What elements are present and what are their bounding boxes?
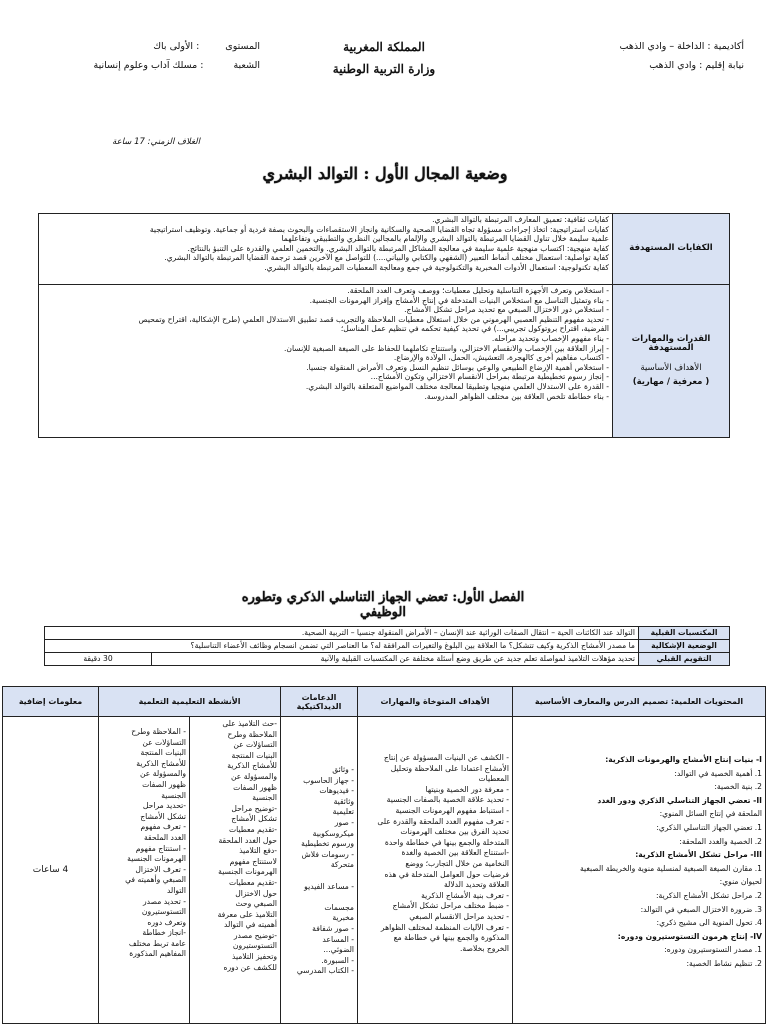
student-activity-line: - الملاحظة وطرح (131, 727, 186, 736)
support-line: ميكروسكوبية (312, 828, 354, 838)
support-line: ورسوم تخطيطية (301, 839, 354, 849)
support-line: - رسومات فلاش (301, 849, 354, 859)
academy-block (544, 40, 744, 72)
teacher-activity-line: لاستنتاج مفهوم (229, 856, 277, 866)
abilities-list (42, 286, 609, 401)
ability-line: - إبراز العلاقة بين الإخصاب والانقسام الاختزالي، واستنتاج تكاملهما للحفاظ على الصيغة الصبغية للإنسان. (284, 343, 609, 353)
ability-line: - إنجاز رسوم تخطيطية مرتبطة بمراحل الانقسام الاختزالي وتكون الأمشاج... (370, 372, 609, 382)
prereq-text: التوالد عند الكائنات الحية – انتقال الصفات الوراثية عند الإنسان – الأمراض المنقولة جنسيا – التربية الصحية. (45, 627, 639, 640)
support-line: مجسمات (324, 902, 354, 912)
prereq-row-2 (45, 640, 730, 653)
content-line: 4. تحول المنوية الى مشيج ذكري: (656, 918, 762, 928)
objective-line: المتدخلة والجمع بينها في خطاطة واحدة (384, 837, 509, 847)
lesson-plan-table (2, 686, 766, 1024)
student-activity-line: والمسؤولة عن (140, 769, 186, 779)
province-line: نيابة إقليم : وادي الذهب (649, 60, 744, 71)
content-line: III- مراحل تشكل الأمشاج الذكرية: (635, 850, 762, 860)
student-activity-line: - استنتاج مفهوم (135, 843, 186, 853)
prereq-row-3 (45, 653, 730, 666)
ability-line: - بناء مفهوم الإخصاب وتحديد مراحله. (491, 333, 609, 343)
academy-line: أكاديمية : الداخلة – وادي الذهب (619, 41, 744, 52)
support-line: الضوئي... (323, 945, 354, 955)
support-line: مخبرية (332, 913, 354, 923)
teacher-activity-line: الملاحظة وطرح (227, 729, 277, 739)
teacher-activity-line: وتحفيز التلاميذ (231, 952, 277, 962)
content-line: 2. بنية الخصية: (714, 782, 762, 792)
support-line: متحركة (330, 860, 354, 870)
level-row (60, 40, 260, 53)
objectives-cell (358, 717, 513, 1024)
support-line (284, 892, 354, 903)
teacher-activity-line: للأمشاج الذكرية (227, 761, 277, 771)
support-line: - صور شفافة (312, 923, 354, 933)
level-block (60, 40, 260, 72)
student-activity-line: الهرمونات الجنسية (127, 854, 186, 864)
ability-line: - استخلاص وتعرف الأجهزة التناسلية وتحليل معطيات؛ ووصف وتعرف الغدد الملحقة. (347, 286, 609, 295)
support-line (284, 871, 354, 882)
teacher-activity-line: للكشف عن دوره (223, 962, 277, 972)
prereq-label: المكتسبات القبلية (639, 627, 730, 640)
extra-cell (3, 717, 99, 1024)
competencies-label: الكفايات المستهدفة (613, 214, 730, 285)
abilities-label: القدرات والمهارات المستهدفة (631, 333, 711, 354)
ability-line: - استخلاص أهمية الإرضاع الطبيعي والوعي بوسائل تنظيم النسل وتعرف الأمراض المنقولة جنسيا. (306, 362, 609, 372)
teacher-activity-line: -دفع التلاميذ (239, 846, 277, 856)
problem-text: ما مصدر الأمشاج الذكرية وكيف تتشكل؟ ما العلاقة بين البلوغ والتغيرات المرافقة له؟ ما العناصر التي تضمن انسجام وظائف الأعضاء التناسلية؟ (45, 640, 639, 653)
objective-line: - ضبط مختلف مراحل تشكل الأمشاج (392, 901, 509, 911)
prereq-row-1 (45, 627, 730, 640)
objective-line: - معرفة دور الخصية وبنيتها (425, 784, 509, 794)
support-line: - جهاز الحاسوب (303, 775, 354, 785)
content-list (516, 753, 762, 971)
content-line: 1. مصدر التستوستيرون ودوره: (664, 945, 762, 955)
objective-line: الأمشاج اعتمادا على الملاحظة وتحليل (390, 763, 509, 773)
student-activity-line: البنيات المنتجة (140, 748, 186, 758)
student-activity-line: -تحديد مراحل (142, 801, 186, 811)
content-line: 3. ضرورة الاختزال الصبغي في التوالد: (640, 904, 762, 914)
teacher-activity-line: -تقديم معطيات (229, 824, 277, 834)
objectives-list (361, 753, 509, 954)
support-line: - مساعد الفيديو (304, 881, 354, 891)
header-activities: الأنشطة التعليمية التعلمية (99, 687, 281, 717)
objective-line: النخامية من خلال التجارب؛ ووضع (405, 858, 509, 868)
eval-label: التقويم القبلي (639, 653, 730, 666)
competency-line: كفاية تكنولوجية: استعمال الأدوات المخبرية والتكنولوجية في جمع ومعالجة المعطيات المرتبطة بالتوالد البشري. (264, 262, 609, 272)
abilities-cell (39, 285, 613, 438)
student-activity-line: الغدد الملحقة (143, 832, 186, 842)
header-supports: الدعامات الديداكتيكية (281, 687, 358, 717)
student-activity-line: عامة تربط مختلف (128, 938, 186, 948)
objective-line: -استنتاج العلاقة بين الخصية والغدة (401, 848, 509, 858)
objective-line: العلاقة وتحديد الدلالة (443, 880, 509, 890)
teacher-activity-line: أهميته في التوالد (224, 920, 277, 930)
objective-line: الخروج بخلاصة. (460, 943, 509, 953)
content-cell (513, 717, 766, 1024)
content-line: لحيوان منوي: (719, 877, 762, 887)
objective-line: - تحديد علاقة الخصية بالصفات الجنسية (386, 795, 509, 805)
teacher-activity-line: ظهور الصفات (233, 782, 277, 792)
teacher-activity-line: -تقديم معطيات (229, 877, 277, 887)
ability-line: - استخلاص دور الاختزال الصبغي مع تحديد مراحل تشكل الأمشاج. (404, 305, 609, 315)
support-line: تعليمية (332, 807, 354, 817)
teacher-activity-line: -توضيح مراحل (231, 803, 277, 813)
content-line: I- بنيات إنتاج الأمشاج والهرمونات الذكرية: (605, 755, 762, 764)
content-line: II- تعضي الجهاز التناسلي الذكري ودور الغدد (597, 795, 762, 805)
student-activity-line: وتعرف دوره (147, 917, 186, 927)
objective-line: - استنباط مفهوم الهرمونات الجنسية (395, 805, 509, 815)
objective-line: - تعرف بنية الأمشاج الذكرية (421, 890, 509, 900)
teacher-activity-line: التلاميذ على معرفة (217, 909, 277, 919)
content-line: IV- إنتاج هرمون التستوستيرون ودوره: (617, 931, 762, 941)
objective-line: - الكشف عن البنيات المسؤولة عن إنتاج (383, 753, 509, 762)
domain-title: وضعية المجال الأول : التوالد البشري (262, 164, 508, 183)
content-line: 2. الخصية والغدد الملحقة: (679, 836, 762, 846)
branch-value: : مسلك آداب وعلوم إنسانية (93, 60, 204, 71)
objectives-type: ( معرفية / مهارية) (632, 376, 710, 387)
teacher-activity-line: الهرمونات الجنسية (218, 867, 277, 877)
teacher-activity-line: البنيات المنتجة (231, 750, 277, 760)
kingdom-title: المملكة المغربية (343, 40, 425, 54)
content-line: 1. مقارن الصيغة الصبغية لمنسلية منوية والخريطة الصبغية (579, 863, 762, 873)
ability-line: الفرضية، اقتراح بروتوكول تجريبي...) في تحديد كيفية تحكمه في تنظيم عمل المناسل؛ (340, 324, 609, 334)
objective-line: المذكورة والجمع بينها في خطاطة مع (393, 933, 509, 943)
level-value: : الأولى باك (153, 41, 200, 52)
competency-line: كفاية تواصلية: استعمال مختلف أنماط التعبير (الشفهي والكتابي والبياني....) للتواصل مع الآخرين قصد ترجمة القضايا المرتبطة بالتوالد البشري. (164, 253, 609, 263)
ability-line: - بناء خطاطة تلخص العلاقة بين مختلف الظواهر المدروسة. (424, 391, 609, 401)
level-label: المستوى (225, 41, 260, 52)
header-objectives: الأهداف المتوخاة والمهارات (358, 687, 513, 717)
student-activity-line: التساؤلات عن (142, 737, 186, 747)
teacher-activity-line: التستوستيرون (232, 941, 277, 951)
teacher-activity-line: -حث التلاميذ على (222, 719, 277, 728)
objective-line: - تحديد مراحل الانقسام الصبغي (409, 911, 509, 921)
teacher-activity-line: التساؤلات عن (233, 740, 277, 750)
support-line: - المساعد (322, 934, 354, 944)
support-line: - فيديوهات (319, 786, 354, 796)
teacher-activity-line: حول الغدد الملحقة (218, 835, 277, 845)
eval-text: تحديد مؤهلات التلاميذ لمواصلة تعلم جديد عن طريق وضع أسئلة مختلفة عن المكتسبات القبلية والآنية (152, 653, 639, 666)
student-activity-line: التوالد (166, 885, 186, 895)
eval-time: 30 دقيقة (45, 653, 152, 666)
competencies-list (42, 215, 609, 273)
ability-line: - بناء وتمثيل التناسل مع استخلاص البنيات المتدخلة في إنتاج الأمشاج وإفراز الهرمونات الجنسية. (309, 295, 609, 305)
kingdom-block (294, 40, 474, 76)
teacher-activity-line: الجنسية (252, 793, 277, 803)
support-line: - الكتاب المدرسي (296, 966, 354, 976)
content-line: 1. تعضي الجهاز التناسلي الذكري: (656, 822, 762, 832)
student-activity-line: -انجاز خطاطة (142, 928, 186, 938)
content-line: 2. مراحل تشكل الأمشاج الذكرية: (655, 890, 762, 900)
student-activity-line: تشكل الأمشاج (140, 811, 186, 821)
student-activity-line: التستوستيرون (141, 907, 186, 917)
header-extra: معلومات إضافية (3, 687, 99, 717)
branch-row (60, 59, 260, 72)
supports-cell (281, 717, 358, 1024)
supports-list (284, 765, 354, 977)
student-activity-line: - تحديد مصدر (143, 896, 186, 906)
student-activity-line: الصبغي وأهميته في (125, 875, 186, 885)
header-content: المحتويات العلمية: تصميم الدرس والمعارف الأساسية (513, 687, 766, 717)
teacher-activity-line: الصبغي وحث (235, 899, 277, 909)
ability-line: - اكتساب مفاهيم أخرى كالهجرة، التعشيش، الحمل، الولادة والإرضاع. (393, 353, 609, 363)
abilities-label-cell (613, 285, 730, 438)
support-line: وثائقية (333, 796, 354, 806)
support-line: - السبورة. (321, 955, 354, 965)
student-activity-line: ظهور الصفات (142, 779, 186, 789)
student-activities-list (102, 727, 186, 960)
objective-line: فرضيات حول العوامل المتدخلة في هذه (384, 869, 509, 879)
plan-header-row (3, 687, 766, 717)
competencies-cell (39, 214, 613, 285)
competency-line: كفاية منهجية: اكتساب منهجية علمية سليمة في معالجة المشاكل المرتبطة بالتوالد البشري. والتخمين العلمي والقدرة على التنبؤ بالنتائج. (187, 243, 609, 253)
student-activity-line: الجنسية (161, 790, 186, 800)
ability-line: - القدرة على الاستدلال العلمي منهجيا وتطبيقا لمعالجة مختلف المواضيع المتعلقة بالتوالد البشري. (305, 381, 609, 391)
prereq-table (44, 626, 730, 666)
ministry-title: وزارة التربية الوطنية (332, 62, 436, 76)
activity-student-cell (99, 717, 190, 1024)
student-activity-line: - تعرف الاختزال (135, 864, 186, 874)
competencies-row (39, 214, 730, 285)
time-note: الغلاف الزمني: 17 ساعة (112, 137, 200, 147)
activity-teacher-cell (190, 717, 281, 1024)
problem-label: الوضعية الإشكالية (639, 640, 730, 653)
support-line: - صور (334, 817, 354, 827)
content-line: 1. أهمية الخصية في التوالد: (674, 768, 762, 778)
objective-line: - تعرف الآليات المنظمة لمختلف الظواهر (380, 922, 509, 932)
extra-time: 4 ساعات (32, 864, 69, 875)
teacher-activity-line: تشكل الأمشاج (231, 814, 277, 824)
plan-body-row (3, 717, 766, 1024)
objective-line: تحديد الفرق بين مختلف الهرمونات (400, 827, 509, 837)
competencies-table (38, 213, 730, 438)
teacher-activity-line: والمسؤولة عن (231, 771, 277, 781)
chapter-title: الفصل الأول: تعضي الجهاز التناسلي الذكري وتطوره الوظيفي (241, 590, 525, 620)
teacher-activity-line: حول الاختزال (235, 888, 277, 898)
objective-line: المعطيات (478, 774, 509, 784)
student-activity-line: للأمشاج الذكرية (136, 758, 186, 768)
teacher-activities-list (193, 719, 277, 973)
competency-line: كفايات استراتيجية: اتخاذ إجراءات مسؤولة تجاه القضايا الصحية والسكانية وانجاز الاستقصاءات والبحوث بصفة فردية أو جماعية. وتوظيف استراتيجية (149, 224, 609, 234)
content-line: 2. تنظيم نشاط الخصية: (686, 958, 762, 968)
student-activity-line: المفاهيم المذكورة (129, 949, 186, 959)
abilities-row (39, 285, 730, 438)
competency-line: كفايات ثقافية: تعميق المعارف المرتبطة بالتوالد البشري. (432, 215, 609, 224)
support-line: - وثائق (332, 765, 354, 774)
ability-line: - تحديد مفهوم التنظيم العصبي الهرموني من خلال استغلال معطيات الملاحظة والتجريب قصد تطبيق الاستدلال العلمي (طرح الإشكالية، اقتراح وتمحيص (138, 314, 609, 324)
competency-line: علمية سليمة خلال تناول القضايا المرتبطة بالتوالد البشري والإلمام بالمجالين النظري والتطبيقي وتفاعلهما (281, 234, 609, 244)
teacher-activity-line: -توضيح مصدر (233, 930, 277, 940)
objectives-label: الأهداف الأساسية (640, 363, 702, 373)
branch-label: الشعبة (233, 60, 260, 71)
student-activity-line: - تعرف مفهوم (140, 822, 186, 832)
objective-line: - تعرف مفهوم الغدد الملحقة والقدرة على (377, 816, 509, 826)
content-line: الملحقة في إنتاج السائل المنوي: (659, 809, 762, 819)
